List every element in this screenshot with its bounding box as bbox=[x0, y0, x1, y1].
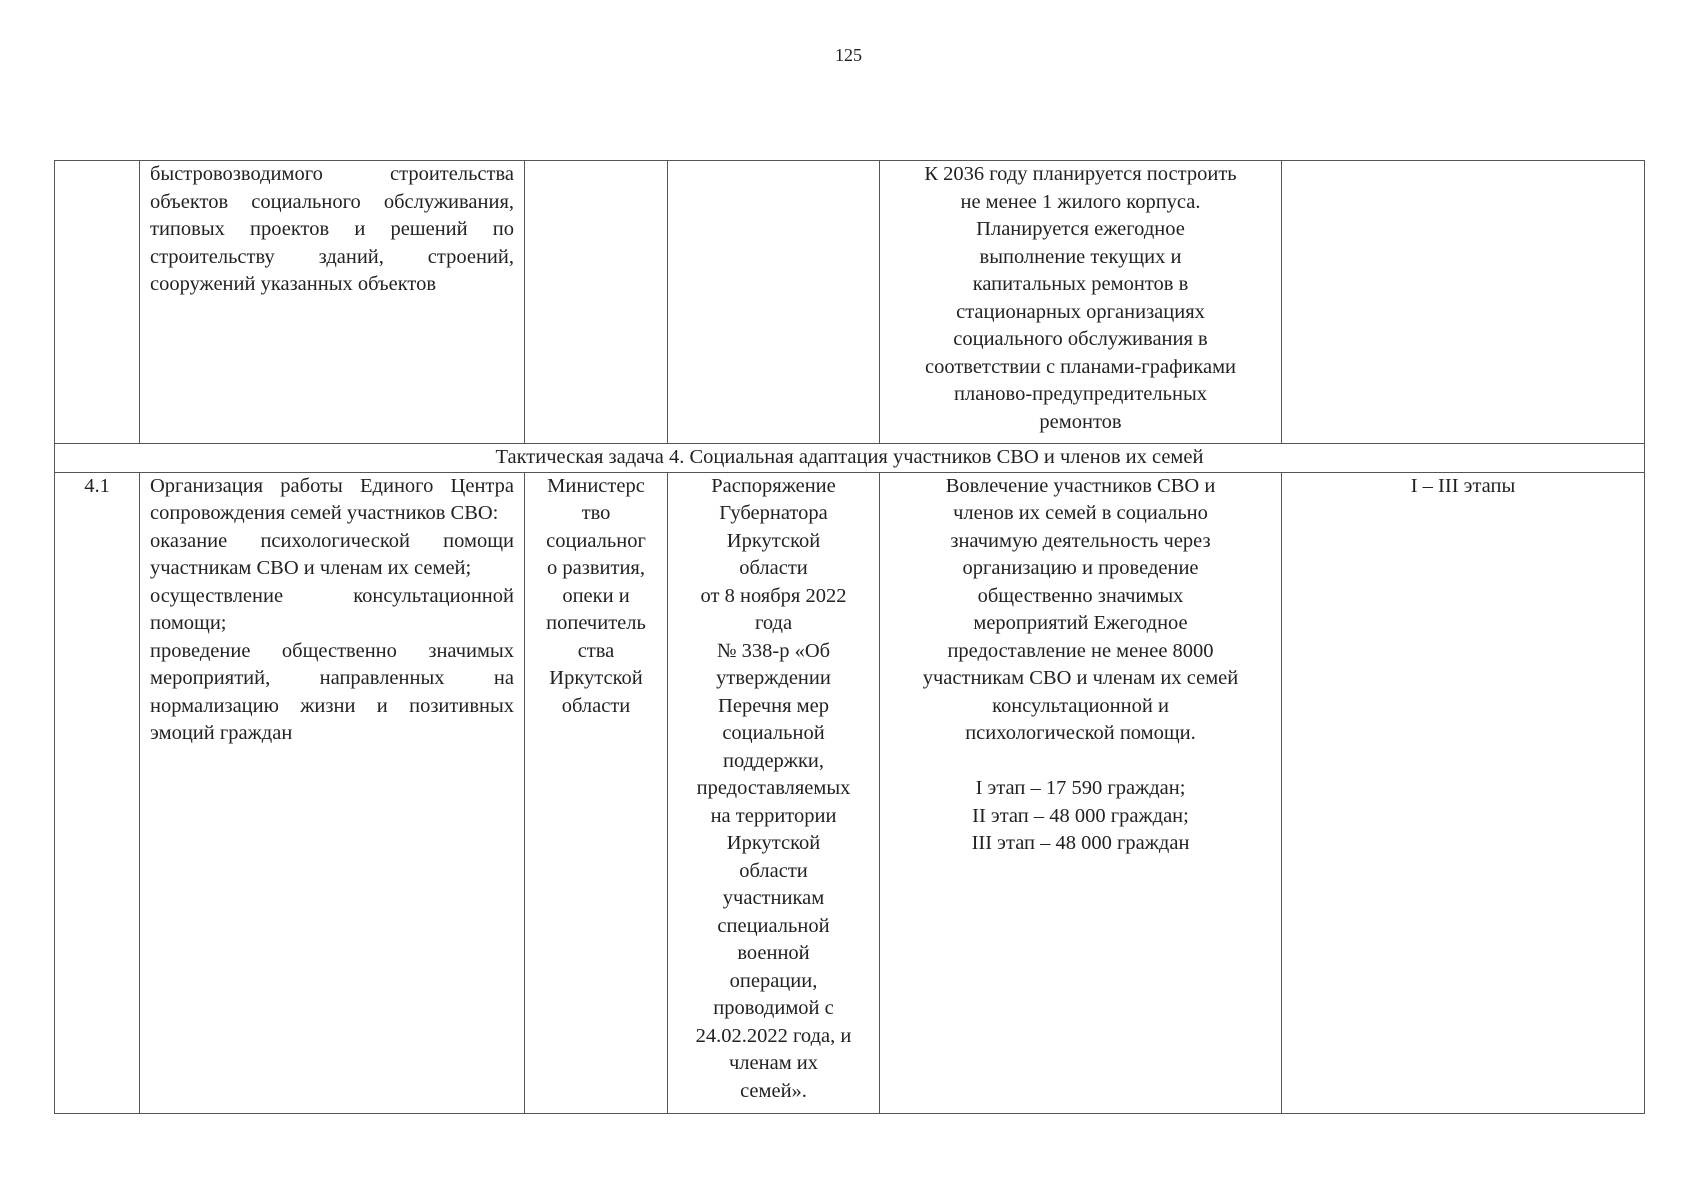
document-line: Иркутской bbox=[726, 529, 821, 552]
result-line: Вовлечение участников СВО и bbox=[945, 474, 1216, 497]
result-line: предоставление не менее 8000 bbox=[947, 639, 1214, 662]
activity-paragraph: осуществление консультационной помощи; bbox=[150, 584, 514, 634]
document-line: года bbox=[754, 612, 793, 634]
result-line: консультационной и bbox=[992, 694, 1169, 717]
cell-result bbox=[880, 161, 1282, 444]
responsible-line: Министерс bbox=[547, 474, 645, 497]
responsible-line: опеки и bbox=[562, 584, 630, 607]
document-line: семей». bbox=[740, 1079, 807, 1102]
document-line: военной bbox=[737, 942, 810, 964]
result-line: К 2036 году планируется построить bbox=[924, 163, 1237, 185]
result-spacer bbox=[890, 748, 1271, 776]
cell-number bbox=[55, 161, 140, 444]
cell-activity bbox=[140, 161, 525, 444]
document-line: проводимой с bbox=[713, 997, 834, 1019]
document-line: операции, bbox=[729, 969, 818, 992]
responsible-line: социальног bbox=[546, 529, 646, 552]
row-number: 4.1 bbox=[84, 474, 110, 497]
result-line: психологической помощи. bbox=[965, 722, 1196, 744]
result-line: организацию и проведение bbox=[962, 557, 1199, 579]
result-line: членов их семей в социально bbox=[953, 502, 1208, 524]
document-line: поддержки, bbox=[722, 749, 825, 772]
cell-result bbox=[880, 472, 1282, 1113]
stage-target-line: I этап – 17 590 граждан; bbox=[975, 777, 1186, 799]
cell-responsible bbox=[525, 161, 668, 444]
responsible-line: тво bbox=[581, 502, 611, 524]
table-row-task-header bbox=[55, 444, 1645, 473]
document-line: предоставляемых bbox=[696, 777, 851, 799]
document-line: области bbox=[739, 557, 808, 579]
page-number: 125 bbox=[835, 45, 862, 65]
document-line: на территории bbox=[710, 804, 837, 827]
result-line: соответствии с планами-графиками bbox=[924, 355, 1237, 378]
responsible-line: области bbox=[561, 694, 631, 717]
task-header: Тактическая задача 4. Социальная адаптация участников СВО и членов их семей bbox=[55, 444, 1645, 473]
cell-activity bbox=[140, 472, 525, 1113]
cell-document bbox=[668, 161, 880, 444]
result-line: ремонтов bbox=[1039, 410, 1122, 433]
responsible-line: о развития, bbox=[547, 557, 645, 579]
document-line: Перечня мер bbox=[718, 694, 829, 717]
activity-paragraph: оказание психологической помощи участникам СВО и членам их семей; bbox=[150, 529, 514, 579]
document-line: утверждении bbox=[716, 667, 831, 689]
result-line: значимую деятельность через bbox=[950, 529, 1211, 552]
result-line: мероприятий Ежегодное bbox=[973, 612, 1188, 634]
result-line: стационарных организациях bbox=[956, 300, 1205, 323]
document-line: 24.02.2022 года, и bbox=[695, 1024, 852, 1047]
cell-responsible bbox=[525, 472, 668, 1113]
result-line: социального обслуживания в bbox=[953, 328, 1208, 350]
stages-text: I – III этапы bbox=[1410, 474, 1516, 497]
cell-stages bbox=[1282, 472, 1645, 1113]
document-line: Распоряжение bbox=[711, 474, 836, 497]
activity-paragraph: Организация работы Единого Центра сопровождения семей участников СВО: bbox=[150, 474, 514, 524]
activity-paragraph: проведение общественно значимых мероприятий, направленных на нормализацию жизни и позитивных эмоций граждан bbox=[150, 639, 514, 744]
responsible-line: попечитель bbox=[546, 612, 646, 634]
responsible-line: Иркутской bbox=[549, 667, 643, 689]
result-line: общественно значимых bbox=[977, 584, 1184, 607]
activity-text: быстровозводимого строительства объектов социального обслуживания, типовых проектов и решений по строительству зданий, строений, сооружений указанных объектов bbox=[150, 163, 514, 295]
result-line: участникам СВО и членам их семей bbox=[922, 667, 1239, 689]
responsible-line: ства bbox=[577, 639, 615, 662]
document-line: социальной bbox=[722, 722, 825, 744]
result-line: капитальных ремонтов в bbox=[972, 273, 1189, 295]
stage-target-line: II этап – 48 000 граждан; bbox=[972, 804, 1189, 827]
document-line: № 338-р «Об bbox=[716, 639, 831, 662]
document-line: специальной bbox=[717, 914, 830, 937]
document-line: области bbox=[739, 859, 808, 882]
stage-target-line: III этап – 48 000 граждан bbox=[971, 832, 1190, 854]
cell-stages bbox=[1282, 161, 1645, 444]
result-line: выполнение текущих и bbox=[979, 245, 1182, 268]
result-line: Планируется ежегодное bbox=[976, 218, 1185, 240]
measures-table bbox=[54, 160, 1645, 1114]
table-row-4-1 bbox=[55, 472, 1645, 1113]
document-line: Губернатора bbox=[719, 502, 828, 524]
table-row-continuation bbox=[55, 161, 1645, 444]
cell-number bbox=[55, 472, 140, 1113]
document-line: участникам bbox=[722, 887, 825, 909]
result-line: планово-предупредительных bbox=[954, 383, 1207, 405]
document-line: от 8 ноября 2022 bbox=[700, 584, 847, 607]
cell-document bbox=[668, 472, 880, 1113]
result-line: не менее 1 жилого корпуса. bbox=[960, 190, 1201, 213]
document-line: членам их bbox=[728, 1052, 819, 1074]
document-line: Иркутской bbox=[726, 832, 821, 854]
